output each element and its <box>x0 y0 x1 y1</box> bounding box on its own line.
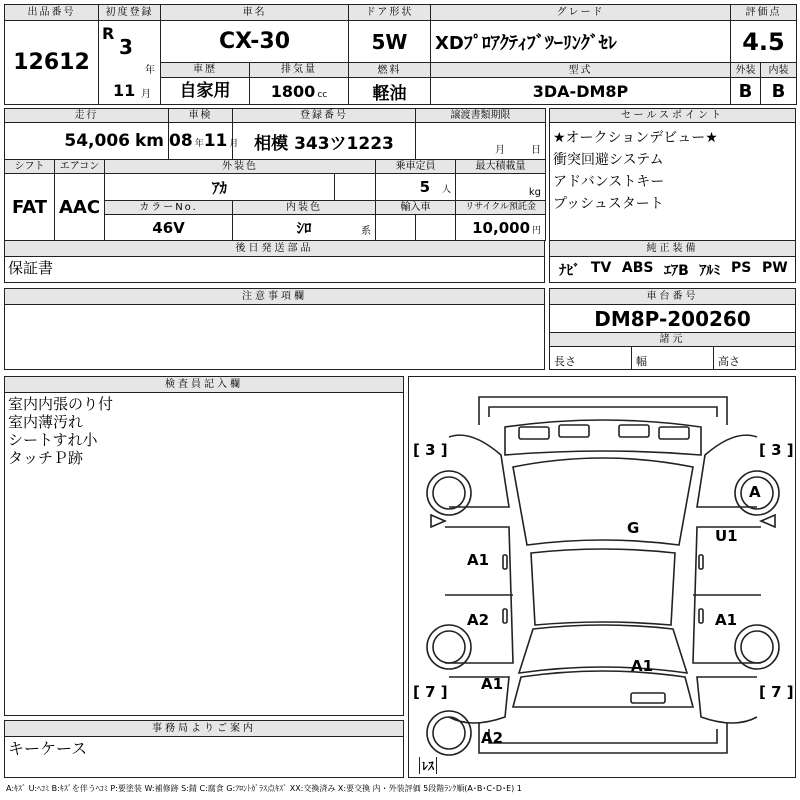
int-color-cell <box>233 215 376 241</box>
office-header: 事務局よりご案内 <box>5 721 403 737</box>
transfer-cell <box>416 123 546 160</box>
genuine-equipment-header: 純正装備 <box>550 241 795 257</box>
history-header: 車歴 <box>161 63 250 77</box>
inspection-year: 08 <box>169 131 193 152</box>
transfer-header: 譲渡書類期限 <box>416 109 546 123</box>
model-name: CX-30 <box>161 21 349 63</box>
import-header: 輸入車 <box>376 201 456 215</box>
mark-rear-glass: A1 <box>631 657 654 675</box>
score: 4.5 <box>731 21 797 63</box>
ext-color: ｱｶ <box>105 174 335 201</box>
interior-grade: B <box>761 78 797 105</box>
reg-year-unit: 年 <box>145 65 155 76</box>
equip-item: ABS <box>621 260 654 276</box>
reg-year: 3 <box>119 35 133 59</box>
equip-item: ｴｱB <box>664 263 689 279</box>
sales-point-item: アドバンストキー <box>553 174 665 190</box>
mark-windshield: G <box>627 519 640 537</box>
grade: XDﾌﾟﾛｱｸﾃｨﾌﾞﾂｰﾘﾝｸﾞｾﾚ <box>431 21 731 63</box>
model-code: 3DA-DM8P <box>431 78 731 105</box>
inspection-header: 車検 <box>169 109 233 123</box>
damage-legend: A:ｷｽﾞ U:ﾍｺﾐ B:ｷｽﾞを伴うﾍｺﾐ P:要塗装 W:補修跡 S:錆 C:腐食 G:ﾌﾛﾝﾄｶﾞﾗｽ点ｷｽﾞ XX:交換済み X:要交換 内・外装評価 5段階ﾗﾝｸ順(A･B･C･D･E) 1 <box>6 784 522 793</box>
color-no: 46V <box>105 215 233 241</box>
plate-header: 登録番号 <box>233 109 416 123</box>
sales-points-header: セールスポイント <box>550 109 795 123</box>
model-code-header: 型式 <box>431 63 731 78</box>
max-load-header: 最大積載量 <box>456 160 546 174</box>
sales-point-item: 衝突回避システム <box>553 152 664 168</box>
mark-front-right-wheel: A <box>749 483 761 501</box>
equip-item: PW <box>761 260 788 276</box>
tire-front-left-depth: [ 3 ] <box>413 441 448 459</box>
chassis-box <box>549 288 796 370</box>
mark-left-front-door: A1 <box>467 551 490 569</box>
equip-item: ｱﾙﾐ <box>699 263 721 279</box>
genuine-equipment-box <box>549 241 796 283</box>
later-parts-value: 保証書 <box>8 259 54 277</box>
reg-month: 11 <box>113 81 136 100</box>
transfer-day-unit: 日 <box>531 145 542 157</box>
car-outline <box>409 377 797 779</box>
import-a <box>376 215 416 241</box>
vehicle-info-table <box>4 108 546 241</box>
inspector-note: 室内内張のり付 <box>8 395 114 413</box>
transfer-month-unit: 月 <box>495 145 506 157</box>
tire-front-right-depth: [ 3 ] <box>759 441 794 459</box>
recycle-cell <box>456 215 546 241</box>
shift: FAT <box>5 174 55 241</box>
mark-right-rear-door: A1 <box>715 611 738 629</box>
equip-item: TV <box>590 260 612 276</box>
recycle: 10,000 <box>472 218 531 237</box>
height-label: 高さ <box>718 355 740 368</box>
first-reg-header: 初度登録 <box>99 5 161 21</box>
capacity: 5 <box>419 178 431 197</box>
ext-color-header: 外装色 <box>105 160 376 174</box>
ext-color-blank <box>335 174 376 201</box>
inspector-note: タッチＰ跡 <box>8 449 84 467</box>
door-type: 5W <box>349 21 431 63</box>
recycle-unit: 円 <box>532 225 542 236</box>
ac-header: エアコン <box>55 160 105 174</box>
history: 自家用 <box>161 78 250 104</box>
int-color-unit: 系 <box>361 226 372 237</box>
inspector-box <box>4 376 404 716</box>
inspection-cell <box>169 123 239 160</box>
office-value: キーケース <box>8 739 88 758</box>
shift-header: シフト <box>5 160 55 174</box>
header-table <box>4 4 797 105</box>
history-value-cell <box>161 78 349 105</box>
fuel-header: 燃料 <box>349 63 431 78</box>
max-load-unit: kg <box>456 174 546 201</box>
displacement-unit: cc <box>317 89 328 100</box>
first-reg-cell <box>99 21 161 105</box>
mileage-unit: km <box>134 131 165 152</box>
sales-points-box <box>549 108 796 241</box>
exterior-grade: B <box>731 78 761 105</box>
inspector-note: 室内薄汚れ <box>8 413 84 431</box>
displacement-wrap <box>250 82 348 101</box>
int-color-header: 内装色 <box>233 201 376 215</box>
capacity-header: 乗車定員 <box>376 160 456 174</box>
mileage-cell <box>5 123 169 160</box>
mark-rear-bumper: A2 <box>481 729 504 747</box>
reg-month-unit: 月 <box>141 89 151 100</box>
displacement: 1800 <box>270 81 316 101</box>
tire-rear-right-depth: [ 7 ] <box>759 683 794 701</box>
era: R <box>102 24 115 43</box>
mark-right-front-door: U1 <box>715 527 738 545</box>
later-parts-box <box>4 241 545 283</box>
mileage: 54,006 <box>64 131 130 152</box>
lot-number: 12612 <box>5 21 99 105</box>
equip-item: ﾅﾋﾞ <box>559 263 581 279</box>
caution-header: 注意事項欄 <box>5 289 544 305</box>
inspector-header: 検査員記入欄 <box>5 377 403 393</box>
interior-header: 内装 <box>761 63 797 78</box>
mark-left-rear-door: A2 <box>467 611 490 629</box>
later-parts-header: 後日発送部品 <box>5 241 544 257</box>
displacement-header: 排気量 <box>250 63 348 77</box>
score-header: 評価点 <box>731 5 797 21</box>
import-b <box>416 215 456 241</box>
chassis-header: 車台番号 <box>550 289 795 305</box>
capacity-cell <box>376 174 456 201</box>
inspection-month-unit: 月 <box>229 139 239 150</box>
capacity-unit: 人 <box>442 185 452 196</box>
office-box <box>4 720 404 778</box>
color-no-header: カラーNo. <box>105 201 233 215</box>
inspector-note: シートすれ小 <box>8 431 98 449</box>
ac: AAC <box>55 174 105 241</box>
damage-diagram <box>408 376 796 778</box>
int-color: ｼﾛ <box>296 219 312 238</box>
model-name-header: 車名 <box>161 5 349 21</box>
length-label: 長さ <box>550 347 632 369</box>
exterior-header: 外装 <box>731 63 761 78</box>
recycle-header: リサイクル預託金 <box>456 201 546 215</box>
width-label: 幅 <box>632 347 714 369</box>
mileage-header: 走行 <box>5 109 169 123</box>
sales-point-item: プッシュスタート <box>553 196 664 212</box>
inspection-month: 11 <box>203 131 228 152</box>
inspection-year-unit: 年 <box>194 139 204 150</box>
plate: 相模 343ツ1223 <box>233 123 416 160</box>
chassis-number: DM8P-200260 <box>550 305 795 333</box>
spare-tire-label: ﾚｽ <box>419 757 437 774</box>
equip-item: PS <box>731 260 752 276</box>
door-header: ドア形状 <box>349 5 431 21</box>
mark-left-rear-quarter: A1 <box>481 675 504 693</box>
specs-header: 諸元 <box>550 333 795 347</box>
lot-no-header: 出品番号 <box>5 5 99 21</box>
fuel: 軽油 <box>349 78 431 105</box>
grade-header: グレード <box>431 5 731 21</box>
tire-rear-left-depth: [ 7 ] <box>413 683 448 701</box>
caution-box <box>4 288 545 370</box>
sales-point-item: ★オークションデビュー★ <box>553 130 718 146</box>
history-subhead-cell <box>161 63 349 78</box>
